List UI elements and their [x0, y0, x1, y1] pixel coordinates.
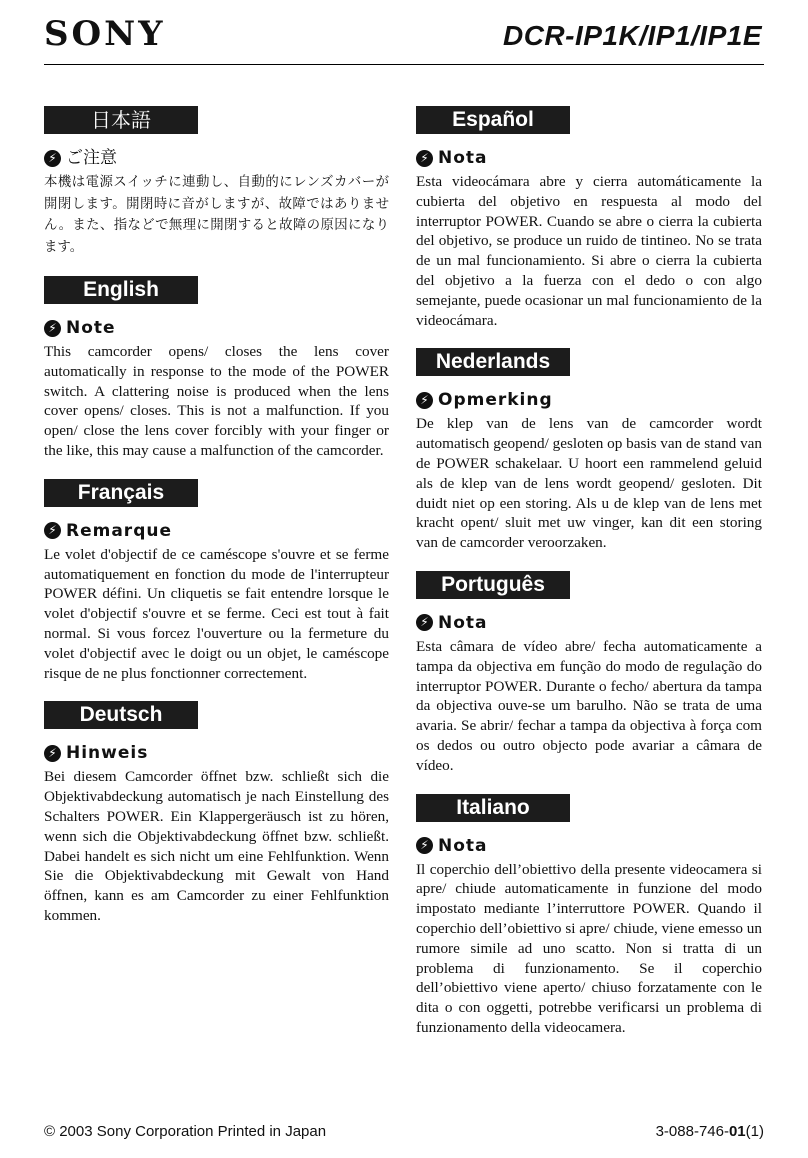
section-french	[44, 479, 389, 684]
caution-lightning-icon: ⚡	[416, 392, 433, 409]
note-heading-english	[44, 317, 389, 339]
note-text-german: Bei diesem Camcorder öffnet bzw. schließt sich die Objektivabdeckung automatisch je nach Einstellung des Schalters POWER. Ein Klappergeräusch ist zu hören, wenn sich die Objektivabdeckung öffnet bzw. schließt. Dabei handelt es sich nicht um eine Fehlfunktion. Wenn Sie die Objektivabdeckung mit Gewalt von Hand öffnen, kann es am Camcorder zu einer Fehlfunktion kommen.	[44, 768, 389, 924]
caution-lightning-icon: ⚡	[416, 614, 433, 631]
note-text-dutch: De klep van de lens van de camcorder wordt automatisch geopend/ gesloten op basis van de stand van de POWER schakelaar. U hoort een rammelend geluid als de klep van de lens wordt geopend/ gesloten. Dit duidt niet op een storing. Als u de klep van de lens met kracht opent/ sluit met uw vinger, kan dit een storing van de camcorder veroorzaken.	[416, 415, 762, 552]
left-column	[44, 106, 389, 944]
caution-lightning-icon: ⚡	[44, 745, 61, 762]
note-label-german: Hinweis	[66, 743, 149, 764]
caution-lightning-icon: ⚡	[44, 150, 61, 167]
part-number-prefix: 3-088-746-	[655, 1123, 729, 1140]
language-heading-spanish: Español	[416, 106, 570, 134]
language-heading-italian: Italiano	[416, 794, 570, 822]
section-spanish	[416, 106, 762, 330]
note-label-french: Remarque	[66, 520, 172, 541]
language-heading-dutch: Nederlands	[416, 348, 570, 376]
note-label-japanese: ご注意	[66, 148, 117, 168]
caution-lightning-icon: ⚡	[44, 522, 61, 539]
note-heading-japanese	[44, 147, 389, 169]
right-column	[416, 106, 762, 1056]
part-number	[656, 1122, 764, 1142]
section-japanese	[44, 106, 389, 258]
note-heading-german	[44, 742, 389, 764]
language-heading-german: Deutsch	[44, 701, 198, 729]
note-heading-french	[44, 520, 389, 542]
section-english	[44, 276, 389, 461]
note-text-japanese: 本機は電源スイッチに連動し、自動的にレンズカバーが開閉します。開閉時に音がしますが、故障ではありません。また、指などで無理に開閉すると故障の原因になります。	[44, 175, 389, 255]
part-number-bold: 01	[728, 1123, 746, 1140]
note-label-portuguese: Nota	[438, 612, 488, 633]
copyright-notice: © 2003 Sony Corporation Printed in Japan	[44, 1123, 327, 1140]
language-heading-french: Français	[44, 479, 198, 507]
language-heading-japanese: 日本語	[44, 106, 198, 134]
note-label-spanish: Nota	[438, 148, 488, 168]
language-heading-english: English	[44, 276, 198, 304]
caution-lightning-icon: ⚡	[416, 837, 433, 854]
sony-logo: SONY	[44, 14, 166, 54]
note-text-portuguese: Esta câmara de vídeo abre/ fecha automaticamente a tampa da objectiva em função do modo de regulação do interruptor POWER. Durante o fecho/ abertura da tampa da objectiva ouve-se um barulho. Não se trata de uma avaria. Se abrir/ fechar a tampa da objectiva à força com os dedos ou outro objecto pode avariar a câmara de vídeo.	[416, 637, 762, 774]
note-text-italian: Il coperchio dell’obiettivo della presente videocamera si apre/ chiude automaticamente in funzione del modo impostato mediante l’interruttore POWER. Quando il coperchio dell’obiettivo si apre/ chiude, viene emesso un rumore simile ad uno scatto. Non si tratta di un problema di funzionamento. Se il coperchio dell’obiettivo viene aperto/ chiuso forzatamente con le dita o con oggetti, potrebbe verificarsi un problema di funzionamento della videocamera.	[416, 860, 762, 1036]
caution-lightning-icon: ⚡	[416, 150, 433, 167]
section-italian	[416, 794, 762, 1038]
note-heading-spanish	[416, 147, 762, 169]
note-label-dutch: Opmerking	[438, 390, 553, 411]
caution-lightning-icon: ⚡	[44, 320, 61, 337]
note-heading-italian	[416, 835, 762, 857]
section-dutch	[416, 348, 762, 553]
note-heading-dutch	[416, 389, 762, 411]
model-number: DCR-IP1K/IP1/IP1E	[502, 20, 762, 51]
note-label-italian: Nota	[438, 835, 488, 856]
note-text-spanish: Esta videocámara abre y cierra automáticamente la cubierta del objetivo en respuesta al modo del interruptor POWER. Cuando se abre o cierra la cubierta del objetivo, se produce un ruido de tintineo. No se trata de un mal funcionamiento. Si abre o cierra la cubierta del objetivo a la fuerza con el dedo o con algo semejante, puede ocasionar un mal funcionamiento de la videocámara.	[416, 173, 762, 329]
section-german	[44, 701, 389, 925]
header-divider	[44, 64, 764, 65]
note-label-english: Note	[66, 318, 116, 338]
section-portuguese	[416, 571, 762, 776]
note-text-english: This camcorder opens/ closes the lens cover automatically in response to the mode of the POWER switch. A clattering noise is produced when the lens cover opens/ closes. This is not a malfunction. If you open/ close the lens cover forcibly with your finger or the like, this may cause a malfunction of the camcorder.	[44, 343, 389, 459]
part-number-suffix: (1)	[745, 1123, 764, 1140]
note-text-french: Le volet d'objectif de ce caméscope s'ouvre et se ferme automatiquement en fonction du mode de l'interrupteur POWER défini. Un cliquetis se fait entendre lorsque le volet d'objectif s'ouvre et se ferme. Ceci est tout à fait normal. Si vous forcez l'ouverture ou la fermeture du volet d'objectif avec le doigt ou un objet, le caméscope risque de ne plus fonctionner correctement.	[44, 545, 389, 682]
note-heading-portuguese	[416, 612, 762, 634]
language-heading-portuguese: Português	[416, 571, 570, 599]
